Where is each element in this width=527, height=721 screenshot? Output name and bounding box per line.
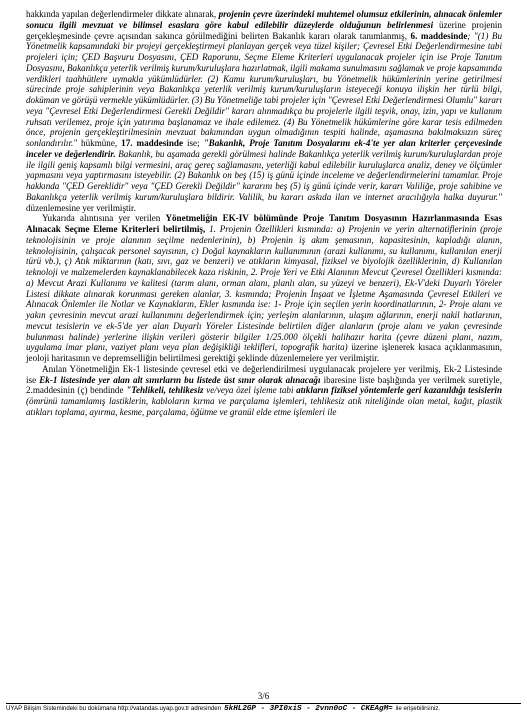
emphasis-text: Ek-1 listesinde yer alan alt sınırların bu listede üst sınır olarak alınacağı	[39, 374, 321, 385]
paragraph-3: Anılan Yönetmeliğin Ek-1 listesinde çevresel etki ve değerlendirilmesi uygulanacak projelere yer verilmiş, Ek-2 Listesinde ise Ek-1 listesinde yer alan alt sınırların bu listede üst sınır olarak alınacağı ibaresine liste başlığında yer verilmek suretiyle, 2.maddesinin (ç) bendinde "Tehlikeli, tehlikesiz ve/veya özel işleme tabi atıkların fiziksel yöntemlerle geri kazanıldığı tesislerin (ömrünü tamamlamış lastiklerin, kabloların kırma ve parçalama işlemleri, tehlikesiz atık niteliğinde olan metal, kağıt, plastik atıkları toplama, ayırma, kesme, parçalama, öğütme ve granül elde etme işlemleri ile	[26, 363, 503, 417]
emphasis-text: "Bakanlık, Proje Tanıtım Dosyalarını ek-4'te yer alan kriterler çerçevesinde inceler ve değerlendirir.	[26, 138, 503, 159]
emphasis-text: Yönetmeliğin EK-IV bölümünde Proje Tanıtım Dosyasının Hazırlanmasında Esas Alınacak Seçme Eleme Kriterleri belirtilmiş,	[26, 213, 502, 234]
paragraph-2: Yukarıda alıntısına yer verilen Yönetmeliğin EK-IV bölümünde Proje Tanıtım Dosyasının Hazırlanmasında Esas Alınacak Seçme Eleme Kriterleri belirtilmiş, 1. Projenin Özellikleri kısmında: a) Projenin ve yerin alternatiflerinin (proje teknolojisinin ve proje alanının seçilme nedenlerinin), b) Projenin iş akım şemasının, kapasitesinin, kapladığı alanın, teknolojisinin, çalışacak personel sayısının, c) Doğal kaynakların kullanımının (arazi kullanımı, su kullanımı, kullanılan enerji türü vb.), ç) Atık miktarının (katı, sıvı, gaz ve benzeri) ve atıkların kimyasal, fiziksel ve biyolojik özelliklerinin, d) Kullanılan teknoloji ve malzemelerden kaynaklanabilecek kaza riskinin, 2. Proje Yeri ve Etki Alanının Mevcut Çevresel Özellikleri kısmında: a) Mevcut Arazi Kullanımı ve kalitesi (tarım alanı, orman alanı, planlı alan, su yüzeyi ve benzeri), Ek-V'deki Duyarlı Yöreler Listesi dikkate alınarak korunması gereken alanlar, 3. kısmında; Projenin İnşaat ve İşletme Aşamasında Çevresel Etkileri ve Alınacak Önlemler ile Notlar ve Kaynakların, Ekler kısmında ise: 1- Proje için seçilen yerin koordinatlarının, 2- Proje alanı ve yakın çevresinin mevcut arazi kullanımını değerlendirmek için; yerleşim alanlarının, ulaşım ağlarının, enerji nakil hatlarının, mevcut tesislerin ve ek-5'de yer alan Duyarlı Yöreler Listesinde belirtilen diğer alanların (proje alanı ve yakın çevresinde bulunması halinde) yerlerine ilişkin verileri gösterir bilgiler 1/25.000 ölçekli halihazır harita (çevre düzeni planı, nazım, uygulama imar planı, vaziyet planı veya plan değişikliği teklifleri, topografik harita) üzerine işlenerek kısaca açıklanmasının, jeoloji haritasının ve depremselliğin belirtilmesi gerektiği şeklinde düzenlemelere yer verilmiştir.	[26, 213, 503, 363]
footer-prefix: UYAP Bilişim Sistemindeki bu dokümana http://vatandas.uyap.gov.tr adresinden	[6, 705, 222, 712]
quoted-regulation: (ömrünü tamamlamış lastiklerin, kabloların kırma ve parçalama işlemleri, tehlikesiz atık niteliğinde olan metal, kağıt, plastik atıkları toplama, ayırma, kesme, parçalama, öğütme ve granül elde etme işlemleri ile	[26, 396, 502, 417]
footer	[6, 705, 521, 713]
article-ref: 6. maddesinde	[410, 30, 468, 41]
quoted-regulation: ; "(1) Bu Yönetmelik kapsamındaki bir projeyi gerçekleştirmeyi planlayan gerçek veya tüzel kişiler; Çevresel Etki Değerlendirmesine tabi projeleri için; ÇED Başvuru Dosyasını, ÇED Raporunu, Seçme Eleme Kriterleri uygulanacak projeler için ise Proje Tanıtım Dosyasını, Bakanlıkça yeterlik verilmiş kurum/kuruluşlara hazırlatmak, ilgili makama sunulmasını sağlamak ve proje kapsamında verdikleri taahhütlere uymakla yükümlüdürler. (2) Kamu kurum/kuruluşları, bu Yönetmelik hükümlerinin yerine getirilmesi sürecinde proje sahiplerinin veya Bakanlıkça yeterlik verilmiş kurum/kuruluşların isteyeceği konuya ilişkin her türlü bilgi, doküman ve görüşü vermekle yükümlüdürler. (3) Bu Yönetmeliğe tabi projeler için "Çevresel Etki Değerlendirmesi Olumlu" kararı veya "Çevresel Etki Değerlendirmesi Gerekli Değildir" kararı alınmadıkça bu projelerle ilgili teşvik, onay, izin, yapı ve kullanım ruhsatı verilemez, proje için yatırıma başlanamaz ve ihale edilemez. (4) Bu Yönetmelik hükümlerine göre karar tesis edilmeden önce, projenin gerçekleştirilmesinin mevzuat bakımından uygun olmadığının tespiti halinde, aşamasına bakılmaksızın süreç sonlandırılır."	[26, 30, 502, 148]
page-number: 3/6	[257, 691, 270, 701]
emphasis-text: atıkların fiziksel yöntemlerle geri kazanıldığı tesislerin	[296, 385, 503, 396]
quoted-regulation: 1. Projenin Özellikleri kısmında: a) Projenin ve yerin alternatiflerinin (proje teknolojisinin ve proje alanının seçilme nedenlerinin), b) Projenin iş akım şemasının, kapasitesinin, kapladığı alanın, teknolojisinin, çalışacak personel sayısının, c) Doğal kaynakların kullanımının (arazi kullanımı, su kullanımı, kullanılan enerji türü vb.), ç) Atık miktarının (katı, sıvı, gaz ve benzeri) ve atıkların kimyasal, fiziksel ve biyolojik özelliklerinin, d) Kullanılan teknoloji ve malzemelerden kaynaklanabilecek kaza riskinin, 2. Proje Yeri ve Etki Alanının Mevcut Çevresel Özellikleri kısmında: a) Mevcut Arazi Kullanımı ve kalitesi (tarım alanı, orman alanı, planlı alan, su yüzeyi ve benzeri), Ek-V'deki Duyarlı Yöreler Listesi dikkate alınarak korunması gereken alanlar, 3. kısmında; Projenin İnşaat ve İşletme Aşamasında Çevresel Etkileri ve Alınacak Önlemler ile Notlar ve Kaynakların, Ekler kısmında ise: 1- Proje için seçilen yerin koordinatlarının, 2- Proje alanı ve yakın çevresinin mevcut arazi kullanımını değerlendirmek için; yerleşim alanlarının, ulaşım ağlarının, enerji nakil hatlarının, mevcut tesislerin ve ek-5'de yer alan Duyarlı Yöreler Listesinde belirtilen diğer alanların (proje alanı ve yakın çevresinde bulunması halinde) yerlerine ilişkin verileri gösterir bilgiler 1/25.000 ölçekli halihazır harita (çevre düzeni planı, nazım, uygulama imar planı, vaziyet planı veya plan değişikliği teklifleri, topografik harita)	[26, 224, 503, 353]
quoted-regulation: ve/veya özel işleme tabi	[203, 385, 297, 396]
paragraph-1: hakkında yapılan değerlendirmeler dikkate alınarak, projenin çevre üzerindeki muhtemel olumsuz etkilerinin, alınacak önlemler sonucu ilgili mevzuat ve bilimsel esaslara göre kabul edilebilir düzeylerde olduğunun belirlenmesi üzerine projenin gerçekleşmesinde çevre açısından sakınca görülmediğini belirten Bakanlık kararı olarak tanımlanmış, 6. maddesinde; "(1) Bu Yönetmelik kapsamındaki bir projeyi gerçekleştirmeyi planlayan gerçek veya tüzel kişiler; Çevresel Etki Değerlendirmesine tabi projeleri için; ÇED Başvuru Dosyasını, ÇED Raporunu, Seçme Eleme Kriterleri uygulanacak projeler için ise Proje Tanıtım Dosyasını, Bakanlıkça yeterlik verilmiş kurum/kuruluşlara hazırlatmak, ilgili makama sunulmasını sağlamak ve proje kapsamında verdikleri taahhütlere uymakla yükümlüdürler. (2) Kamu kurum/kuruluşları, bu Yönetmelik hükümlerinin yerine getirilmesi sürecinde proje sahiplerinin veya Bakanlıkça yeterlik verilmiş kurum/kuruluşların isteyeceği konuya ilişkin her türlü bilgi, doküman ve görüşü vermekle yükümlüdürler. (3) Bu Yönetmeliğe tabi projeler için "Çevresel Etki Değerlendirmesi Olumlu" kararı veya "Çevresel Etki Değerlendirmesi Gerekli Değildir" kararı alınmadıkça bu projelerle ilgili teşvik, onay, izin, yapı ve kullanım ruhsatı verilemez, proje için yatırıma başlanamaz ve ihale edilemez. (4) Bu Yönetmelik hükümlerine göre karar tesis edilmeden önce, projenin gerçekleştirilmesinin mevzuat bakımından uygun olmadığının tespiti halinde, aşamasına bakılmaksızın süreç sonlandırılır." hükmüne, 17. maddesinde ise; "Bakanlık, Proje Tanıtım Dosyalarını ek-4'te yer alan kriterler çerçevesinde inceler ve değerlendirir. Bakanlık, bu aşamada gerekli görülmesi halinde Bakanlıkça yeterlik verilmiş kurum/kuruluşlardan proje ile ilgili geniş kapsamlı bilgi vermesini, araç gereç sağlamasını, yeterliği kabul edilebilir kuruluşlarca analiz, deney ve ölçümler yapmasını veya yaptırmasını isteyebilir. (2) Bakanlık on beş (15) iş günü içinde inceleme ve değerlendirmelerini tamamlar. Proje hakkında "ÇED Gereklidir" veya "ÇED Gerekli Değildir" kararını beş (5) iş günü içinde verir, kararı Valiliğe, proje sahibine ve Bakanlıkça yeterlik verilmiş kurum/kuruluşlara bildirir. Valilik, bu kararı askıda ilan ve internet aracılığıyla halka duyurur." düzenlemesine yer verilmiştir.	[26, 9, 503, 213]
emphasis-text: projenin çevre üzerindeki muhtemel olumsuz etkilerinin, alınacak önlemler sonucu ilgili mevzuat ve bilimsel esaslara göre kabul edilebilir düzeylerde olduğunun belirlenmesi	[26, 9, 502, 30]
article-ref: 17. maddesinde	[121, 138, 183, 148]
footer-suffix: ile erişebilirsiniz.	[395, 705, 441, 712]
footer-divider	[6, 703, 521, 704]
quoted-regulation: Bakanlık, bu aşamada gerekli görülmesi halinde Bakanlıkça yeterlik verilmiş kurum/kuruluşlardan proje ile ilgili geniş kapsamlı bilgi vermesini, araç gereç sağlamasını, yeterliği kabul edilebilir kuruluşlarca analiz, deney ve ölçümler yapmasını veya yaptırmasını isteyebilir. (2) Bakanlık on beş (15) iş günü içinde inceleme ve değerlendirmelerini tamamlar. Proje hakkında "ÇED Gereklidir" veya "ÇED Gerekli Değildir" kararını beş (5) iş günü içinde verir, kararı Valiliğe, proje sahibine ve Bakanlıkça yeterlik verilmiş kurum/kuruluşlara bildirir. Valilik, bu kararı askıda ilan ve internet aracılığıyla halka duyurur."	[26, 148, 502, 202]
verification-code: 5kHL2GP - 3PI0xiS - 2vnn0oC - CKEAgM=	[224, 705, 393, 713]
document-body	[26, 9, 502, 418]
emphasis-text: "Tehlikeli, tehlikesiz	[126, 385, 204, 396]
